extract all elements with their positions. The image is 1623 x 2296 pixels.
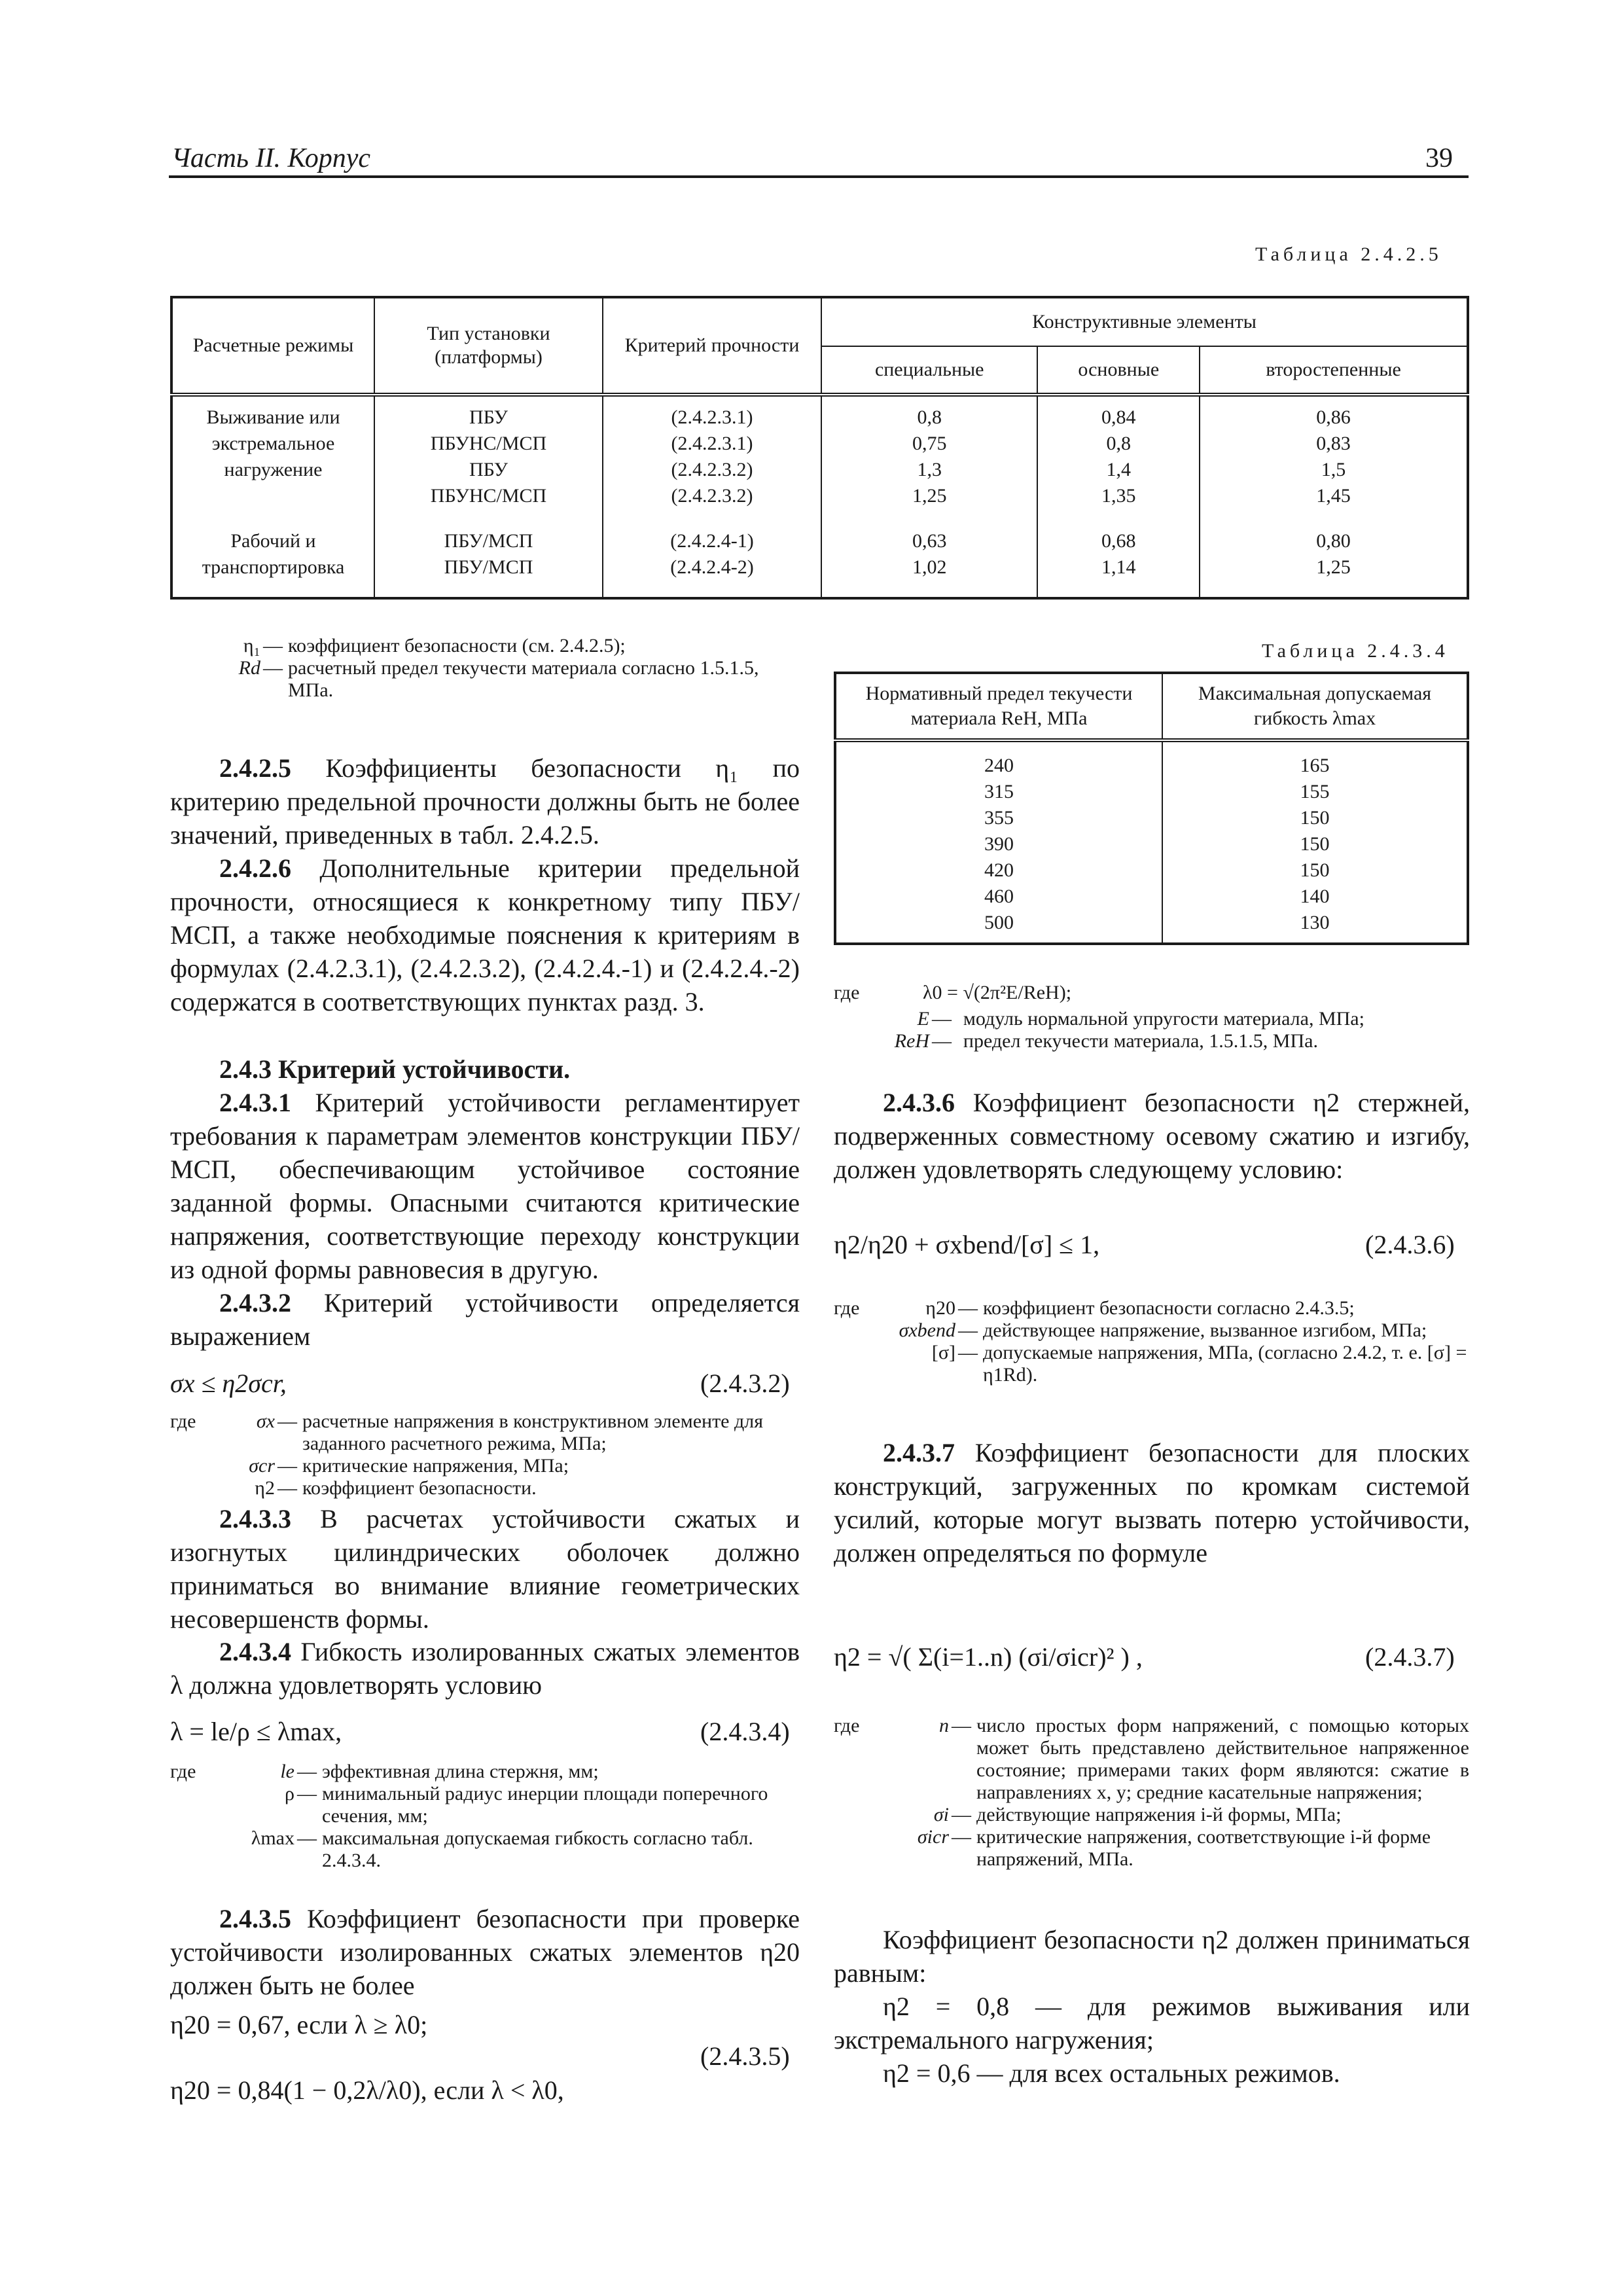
table-2434-caption: Таблица 2.4.3.4 xyxy=(1262,640,1449,662)
formula-2435-line1: η20 = 0,67, если λ ≥ λ0; xyxy=(170,2010,428,2039)
col-header-flexibility: Максимальная допускаемая гибкость λmax xyxy=(1162,673,1468,740)
paragraph-2426: 2.4.2.6 Дополнительные критерии предельной прочности, относящиеся к конкретному типу ПБУ/МСП, а также необходимые пояснения к критериям в формулах (2.4.2.3.1), (2.4.2.3.2), (2.4.2.4.-1) и (2.4.2.4.-2) содержатся в соответствующих пунктах разд. 3. xyxy=(170,853,800,1016)
where-label: где xyxy=(170,1761,196,1782)
where-label: где xyxy=(834,982,860,1003)
cell-flex-values: 165 155 150 150 150 140 130 xyxy=(1162,740,1468,944)
note-text: коэффициент безопасности (см. 2.4.2.5); xyxy=(288,635,626,656)
definitions-2436: η20 — коэффициент безопасности согласно 2.4.3.5; σxbend — действующее напряжение, вызванное изгибом, МПа; [σ] — допускаемые напряжения, МПа, (согласно 2.4.2, т. е. [σ] = η1Rd). xyxy=(899,1297,1467,1386)
paragraph-2436: 2.4.3.6 Коэффициент безопасности η2 стержней, подверженных совместному осевому сжатию и изгибу, должен удовлетворять следующему условию: xyxy=(834,1088,1470,1184)
where-label: где xyxy=(834,1715,860,1736)
formula-number-2437: (2.4.3.7) xyxy=(1365,1642,1455,1672)
table-2434 xyxy=(834,672,1469,945)
cell-secondary: 0,80 1,25 xyxy=(1200,514,1468,598)
cell-criteria: (2.4.2.3.1) (2.4.2.3.1) (2.4.2.3.2) (2.4.2.3.2) xyxy=(603,395,821,514)
where-label: где xyxy=(170,1410,196,1432)
cell-special: 0,8 0,75 1,3 1,25 xyxy=(821,395,1037,514)
paragraph-eta2-intro: Коэффициент безопасности η2 должен приниматься равным: xyxy=(834,1925,1470,1988)
cell-mode: Выживание или экстремальное нагружение xyxy=(171,395,374,514)
formula-number-2432: (2.4.3.2) xyxy=(700,1369,790,1398)
paragraph-2432: 2.4.3.2 Критерий устойчивости определяется выражением xyxy=(170,1288,800,1351)
cell-yield-values: 240 315 355 390 420 460 500 xyxy=(835,740,1162,944)
paragraph-2437: 2.4.3.7 Коэффициент безопасности для плоских конструкций, загруженных по кромкам системой усилий, которые могут вызвать потерю устойчивости, должен определяться по формуле xyxy=(834,1438,1471,1568)
col-header-criterion: Критерий прочности xyxy=(603,297,821,395)
cell-main: 0,84 0,8 1,4 1,35 xyxy=(1037,395,1200,514)
cell-secondary: 0,86 0,83 1,5 1,45 xyxy=(1200,395,1468,514)
cell-mode: Рабочий и транспортировка xyxy=(171,514,374,598)
running-header-title: Часть II. Корпус xyxy=(171,143,371,173)
cell-criteria: (2.4.2.4-1) (2.4.2.4-2) xyxy=(603,514,821,598)
formula-number-2434: (2.4.3.4) xyxy=(700,1717,790,1746)
note-symbol: η₁ xyxy=(243,635,260,656)
formula-number-2436: (2.4.3.6) xyxy=(1365,1230,1455,1259)
header-rule xyxy=(169,175,1469,178)
formula-2437: η2 = √( Σ(i=1..n) (σi/σicr)² ) , xyxy=(834,1642,1143,1672)
paragraph-2431: 2.4.3.1 Критерий устойчивости регламентирует требования к параметрам элементов конструкции ПБУ/МСП, обеспечивающим устойчивое состояние заданной формы. Опасными считаются критические напряжения, соответствующие переходу конструкции из одной формы равновесия в другую. xyxy=(170,1088,800,1284)
formula-2432: σx ≤ η2σcr, xyxy=(170,1369,287,1398)
col-header-main: основные xyxy=(1037,346,1200,395)
formula-number-2435: (2.4.3.5) xyxy=(700,2041,790,2071)
cell-special: 0,63 1,02 xyxy=(821,514,1037,598)
paragraph-eta2-06: η2 = 0,6 — для всех остальных режимов. xyxy=(883,2058,1340,2088)
where-label: где xyxy=(834,1297,860,1319)
definitions-2434: le — эффективная длина стержня, мм; ρ — минимальный радиус инерции площади поперечного сечения, мм; λmax — максимальная допускаемая гибкость согласно табл. 2.4.3.4. xyxy=(251,1761,768,1871)
note-text: расчетный предел текучести материала согласно 1.5.1.5, МПа. xyxy=(288,657,759,701)
paragraph-eta2-08: η2 = 0,8 — для режимов выживания или экстремального нагружения; xyxy=(834,1992,1470,2054)
paragraph-2435: 2.4.3.5 Коэффициент безопасности при проверке устойчивости изолированных сжатых элементов η20 должен быть не более xyxy=(170,1904,800,2000)
table-row xyxy=(835,740,1468,944)
col-header-modes: Расчетные режимы xyxy=(171,297,374,395)
formula-2435-line2: η20 = 0,84(1 − 0,2λ/λ0), если λ < λ0, xyxy=(170,2075,564,2105)
cell-main: 0,68 1,14 xyxy=(1037,514,1200,598)
page-number: 39 xyxy=(1425,143,1453,173)
table-row xyxy=(171,514,1468,598)
formula-lambda0: λ0 = √(2π²E/ReH); xyxy=(923,982,1072,1003)
paragraph-2425: 2.4.2.5 Коэффициенты безопасности η₁ по критерию предельной прочности должны быть не более значений, приведенных в табл. 2.4.2.5. xyxy=(170,753,800,850)
paragraph-2434: 2.4.3.4 Гибкость изолированных сжатых элементов λ должна удовлетворять условию xyxy=(170,1637,800,1700)
definitions-2437: n — число простых форм напряжений, с помощью которых может быть представлено действительное напряженное состояние; примерами таких форм являются: сжатие в направлениях x, y; средние касательные напряжения; σi — действующие напряжения i-й формы, МПа; σicr — критические напряжения, соответствующие i-й форме напряжений, МПа. xyxy=(917,1715,1469,1870)
heading-243: 2.4.3 Критерий устойчивости. xyxy=(219,1054,571,1084)
table-row xyxy=(171,395,1468,514)
formula-2436: η2/η20 + σxbend/[σ] ≤ 1, xyxy=(834,1230,1100,1259)
cell-types: ПБУ ПБУНС/МСП ПБУ ПБУНС/МСП xyxy=(374,395,603,514)
col-header-special: специальные xyxy=(821,346,1037,395)
note-symbol: Rd xyxy=(238,657,260,679)
definitions-lambda0: E — модуль нормальной упругости материала, МПа; ReH — предел текучести материала, 1.5.1.5, МПа. xyxy=(894,1008,1364,1052)
col-header-secondary: второстепенные xyxy=(1200,346,1468,395)
formula-2434: λ = le/ρ ≤ λmax, xyxy=(170,1717,342,1746)
col-header-type: Тип установки (платформы) xyxy=(374,297,603,395)
col-header-elements: Конструктивные элементы xyxy=(821,297,1468,346)
notes-top: η₁ — коэффициент безопасности (см. 2.4.2.5); Rd — расчетный предел текучести материала согласно 1.5.1.5, МПа. xyxy=(208,635,797,702)
table-2425-caption: Таблица 2.4.2.5 xyxy=(1255,243,1442,265)
table-2425 xyxy=(170,296,1469,600)
definitions-2432: σx — расчетные напряжения в конструктивном элементе для заданного расчетного режима, МПа; σcr — критические напряжения, МПа; η2 — коэффициент безопасности. xyxy=(249,1410,764,1499)
paragraph-2433: 2.4.3.3 В расчетах устойчивости сжатых и изогнутых цилиндрических оболочек должно приниматься во внимание влияние геометрических несовершенств формы. xyxy=(170,1504,800,1634)
col-header-yield: Нормативный предел текучести материала ReH, МПа xyxy=(835,673,1162,740)
cell-types: ПБУ/МСП ПБУ/МСП xyxy=(374,514,603,598)
